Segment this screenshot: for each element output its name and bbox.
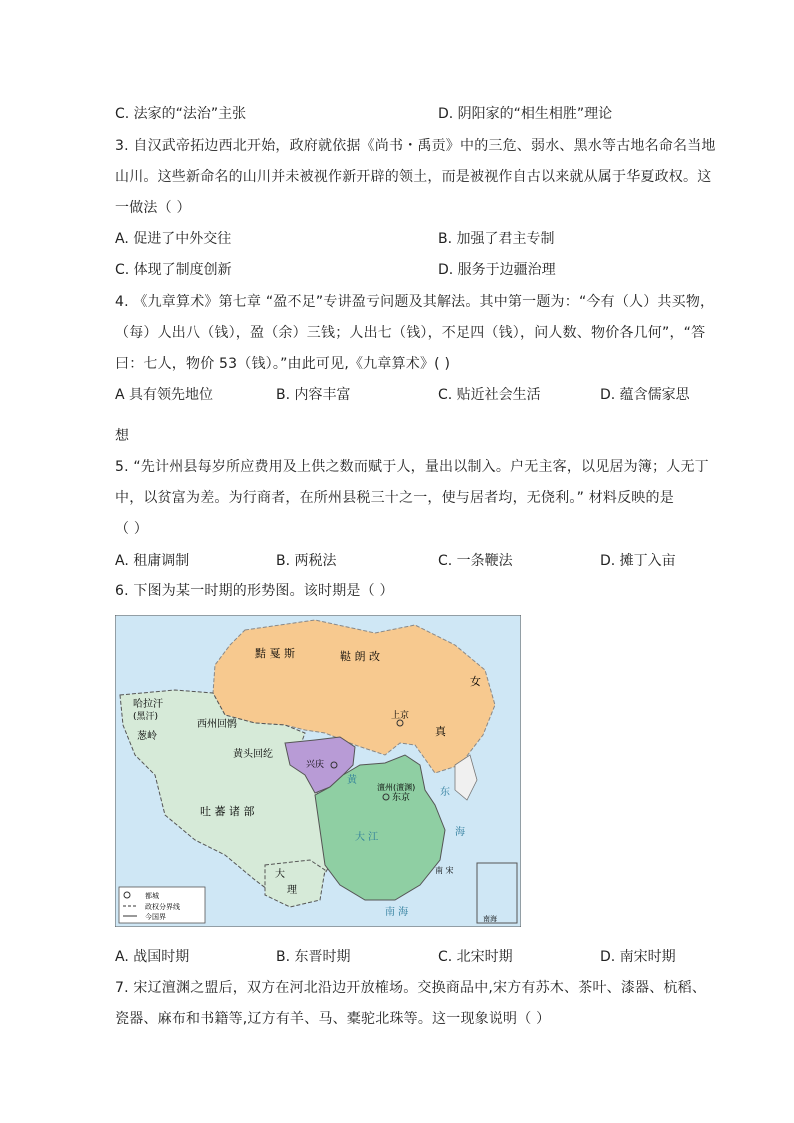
q4-option-d-continued: 想 bbox=[115, 428, 129, 444]
map-label-li: 理 bbox=[287, 885, 297, 896]
map-label-chanzhou: 澶州(澶渊) bbox=[377, 783, 416, 792]
q4-stem-line3: 曰：七人，物价 53（钱）。”由此可见,《九章算术》( ) bbox=[115, 356, 451, 372]
q5-option-b: B. 两税法 bbox=[276, 553, 337, 569]
map-label-dajiang: 大 江 bbox=[355, 832, 379, 843]
q3-stem-line3: 一做法（ ） bbox=[115, 200, 191, 216]
q3-option-c: C. 体现了制度创新 bbox=[115, 262, 232, 278]
map-label-huang: 黄 bbox=[347, 775, 357, 786]
map-label-hai: 海 bbox=[455, 827, 465, 838]
legend-capital: 都城 bbox=[145, 892, 159, 900]
map-label-xingqing: 兴庆 bbox=[306, 760, 325, 770]
map-label-huangtou: 黄头回纥 bbox=[233, 749, 273, 760]
q4-option-b: B. 内容丰富 bbox=[276, 387, 351, 403]
q4-stem-line1: 4. 《九章算术》第七章 “盈不足”专讲盈亏问题及其解法。其中第一题为：“今有（人）共买物， bbox=[115, 294, 715, 310]
q3-option-b: B. 加强了君主专制 bbox=[438, 231, 555, 247]
map-label-dalang: 鞑 朗 改 bbox=[340, 650, 380, 663]
q2-option-d: D. 阴阳家的“相生相胜”理论 bbox=[438, 106, 613, 122]
q7-stem-line2: 瓷器、麻布和书籍等,辽方有羊、马、橐驼北珠等。这一现象说明（ ） bbox=[115, 1011, 551, 1027]
q5-option-c: C. 一条鞭法 bbox=[438, 553, 513, 569]
inset-label: 南海 bbox=[483, 915, 497, 923]
q5-option-d: D. 摊丁入亩 bbox=[600, 553, 676, 569]
q6-option-d: D. 南宋时期 bbox=[600, 949, 676, 965]
map-label-nanqiu: 南 宋 bbox=[435, 866, 454, 875]
q4-stem-line2: （每）人出八（钱），盈（余）三钱；人出七（钱），不足四（钱），问人数、物价各几何”，“答 bbox=[115, 325, 706, 341]
q7-stem-line1: 7. 宋辽澶渊之盟后，双方在河北沿边开放榷场。交换商品中,宋方有苏木、茶叶、漆器、杭稻、 bbox=[115, 980, 707, 996]
map-label-nv: 女 bbox=[470, 675, 481, 688]
map-label-xiajiasi: 黠 戛 斯 bbox=[255, 647, 295, 660]
map-label-xizhou: 西州回鹘 bbox=[197, 719, 237, 730]
q5-stem-line2: 中，以贫富为差。为行商者，在所州县税三十之一，使与居者均，无侥利。” 材料反映的是 bbox=[115, 490, 674, 506]
map-label-dongjing: 东京 bbox=[392, 793, 411, 803]
q3-stem-line2: 山川。这些新命名的山川并未被视作新开辟的领土，而是被视作自古以来就从属于华夏政权。这 bbox=[115, 169, 712, 185]
q6-option-c: C. 北宋时期 bbox=[438, 949, 513, 965]
q2-option-c: C. 法家的“法治”主张 bbox=[115, 106, 247, 122]
map-label-da: 大 bbox=[275, 869, 285, 880]
map-label-donghai: 东 bbox=[440, 787, 450, 798]
map-label-congling: 葱岭 bbox=[137, 731, 157, 742]
q3-stem-line1: 3. 自汉武帝拓边西北开始，政府就依据《尚书・禹贡》中的三危、弱水、黑水等古地名命名当地 bbox=[115, 138, 716, 154]
map-label-nanhai: 南 海 bbox=[385, 907, 409, 918]
map-label-shangjing: 上京 bbox=[391, 711, 410, 721]
q6-option-a: A. 战国时期 bbox=[115, 949, 190, 965]
q6-option-b: B. 东晋时期 bbox=[276, 949, 351, 965]
q3-option-d: D. 服务于边疆治理 bbox=[438, 262, 556, 278]
q6-stem-line1: 6. 下图为某一时期的形势图。该时期是（ ） bbox=[115, 583, 394, 599]
map-label-tubo: 吐 蕃 诸 部 bbox=[200, 805, 255, 818]
map-label-heihan: (黑汗) bbox=[133, 712, 159, 722]
q4-option-d: D. 蕴含儒家思 bbox=[600, 387, 690, 403]
q4-option-a: A 具有领先地位 bbox=[115, 387, 214, 403]
q3-option-a: A. 促进了中外交往 bbox=[115, 231, 232, 247]
q5-option-a: A. 租庸调制 bbox=[115, 553, 190, 569]
q5-stem-line3: （ ） bbox=[115, 521, 149, 537]
historical-map bbox=[115, 615, 521, 927]
legend-modern: 今国界 bbox=[145, 913, 166, 921]
map-label-halahan: 哈拉汗 bbox=[133, 699, 163, 710]
legend-border: 政权分界线 bbox=[145, 903, 180, 911]
inset-map bbox=[477, 863, 517, 923]
map-label-zhen: 真 bbox=[435, 725, 446, 738]
q4-option-c: C. 贴近社会生活 bbox=[438, 387, 541, 403]
q5-stem-line1: 5. “先计州县每岁所应费用及上供之数而赋于人，量出以制入。户无主客，以见居为簿；人无丁 bbox=[115, 459, 709, 475]
